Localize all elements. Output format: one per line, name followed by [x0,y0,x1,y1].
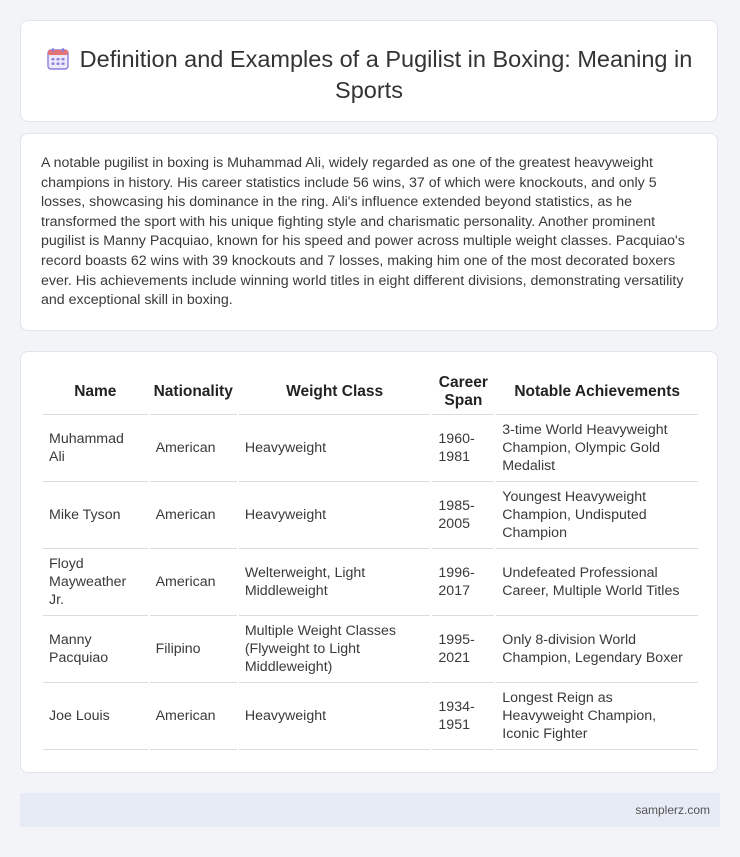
cell-name: Muhammad Ali [43,415,149,482]
header-notable-achievements: Notable Achievements [495,370,698,415]
description-card [20,133,718,331]
cell-name: Joe Louis [43,683,149,750]
cell-achievements: 3-time World Heavyweight Champion, Olympic Gold Medalist [495,415,698,482]
table-row [43,415,698,482]
description-text: A notable pugilist in boxing is Muhammad Ali, widely regarded as one of the greatest heavyweight champions in history. His career statistics include 56 wins, 37 of which were knockouts, and only 5 losses, showcasing his dominance in the ring. Ali's influence extended beyond statistics, as he transformed the sport with his unique fighting style and charismatic personality. Another prominent pugilist is Manny Pacquiao, known for his speed and power across multiple weight classes. Pacquiao's record boasts 62 wins with 39 knockouts and 7 losses, making him one of the most decorated boxers ever. His achievements include winning world titles in eight different divisions, demonstrating versatility and exceptional skill in boxing. [41,155,685,309]
footer [20,793,720,827]
header-name: Name [43,370,149,415]
cell-nationality: American [149,683,238,750]
title-card [20,20,718,122]
cell-nationality: Filipino [149,616,238,683]
page-title: Definition and Examples of a Pugilist in Boxing: Meaning in Sports [79,46,693,103]
cell-nationality: American [149,415,238,482]
table-row [43,683,698,750]
cell-weight-class: Heavyweight [238,683,432,750]
cell-name: Mike Tyson [43,482,149,549]
cell-nationality: American [149,482,238,549]
cell-weight-class: Welterweight, Light Middleweight [238,549,432,616]
cell-achievements: Only 8-division World Champion, Legendary Boxer [495,616,698,683]
cell-weight-class: Heavyweight [238,482,432,549]
table-header-row [43,370,698,415]
cell-achievements: Longest Reign as Heavyweight Champion, Iconic Fighter [495,683,698,750]
cell-career-span: 1960-1981 [431,415,495,482]
cell-achievements: Youngest Heavyweight Champion, Undisputed Champion [495,482,698,549]
header-nationality: Nationality [149,370,238,415]
table-row [43,549,698,616]
cell-career-span: 1996-2017 [431,549,495,616]
header-weight-class: Weight Class [238,370,432,415]
pugilist-table [43,370,698,750]
cell-name: Floyd Mayweather Jr. [43,549,149,616]
header-career-span: Career Span [431,370,495,415]
cell-career-span: 1995-2021 [431,616,495,683]
cell-weight-class: Heavyweight [238,415,432,482]
cell-nationality: American [149,549,238,616]
footer-source: samplerz.com [635,803,710,817]
table-card [20,351,718,773]
title-wrap [21,45,717,105]
table-row [43,616,698,683]
table-row [43,482,698,549]
calendar-icon [46,47,70,76]
cell-career-span: 1985-2005 [431,482,495,549]
cell-career-span: 1934-1951 [431,683,495,750]
cell-achievements: Undefeated Professional Career, Multiple World Titles [495,549,698,616]
cell-name: Manny Pacquiao [43,616,149,683]
cell-weight-class: Multiple Weight Classes (Flyweight to Light Middleweight) [238,616,432,683]
